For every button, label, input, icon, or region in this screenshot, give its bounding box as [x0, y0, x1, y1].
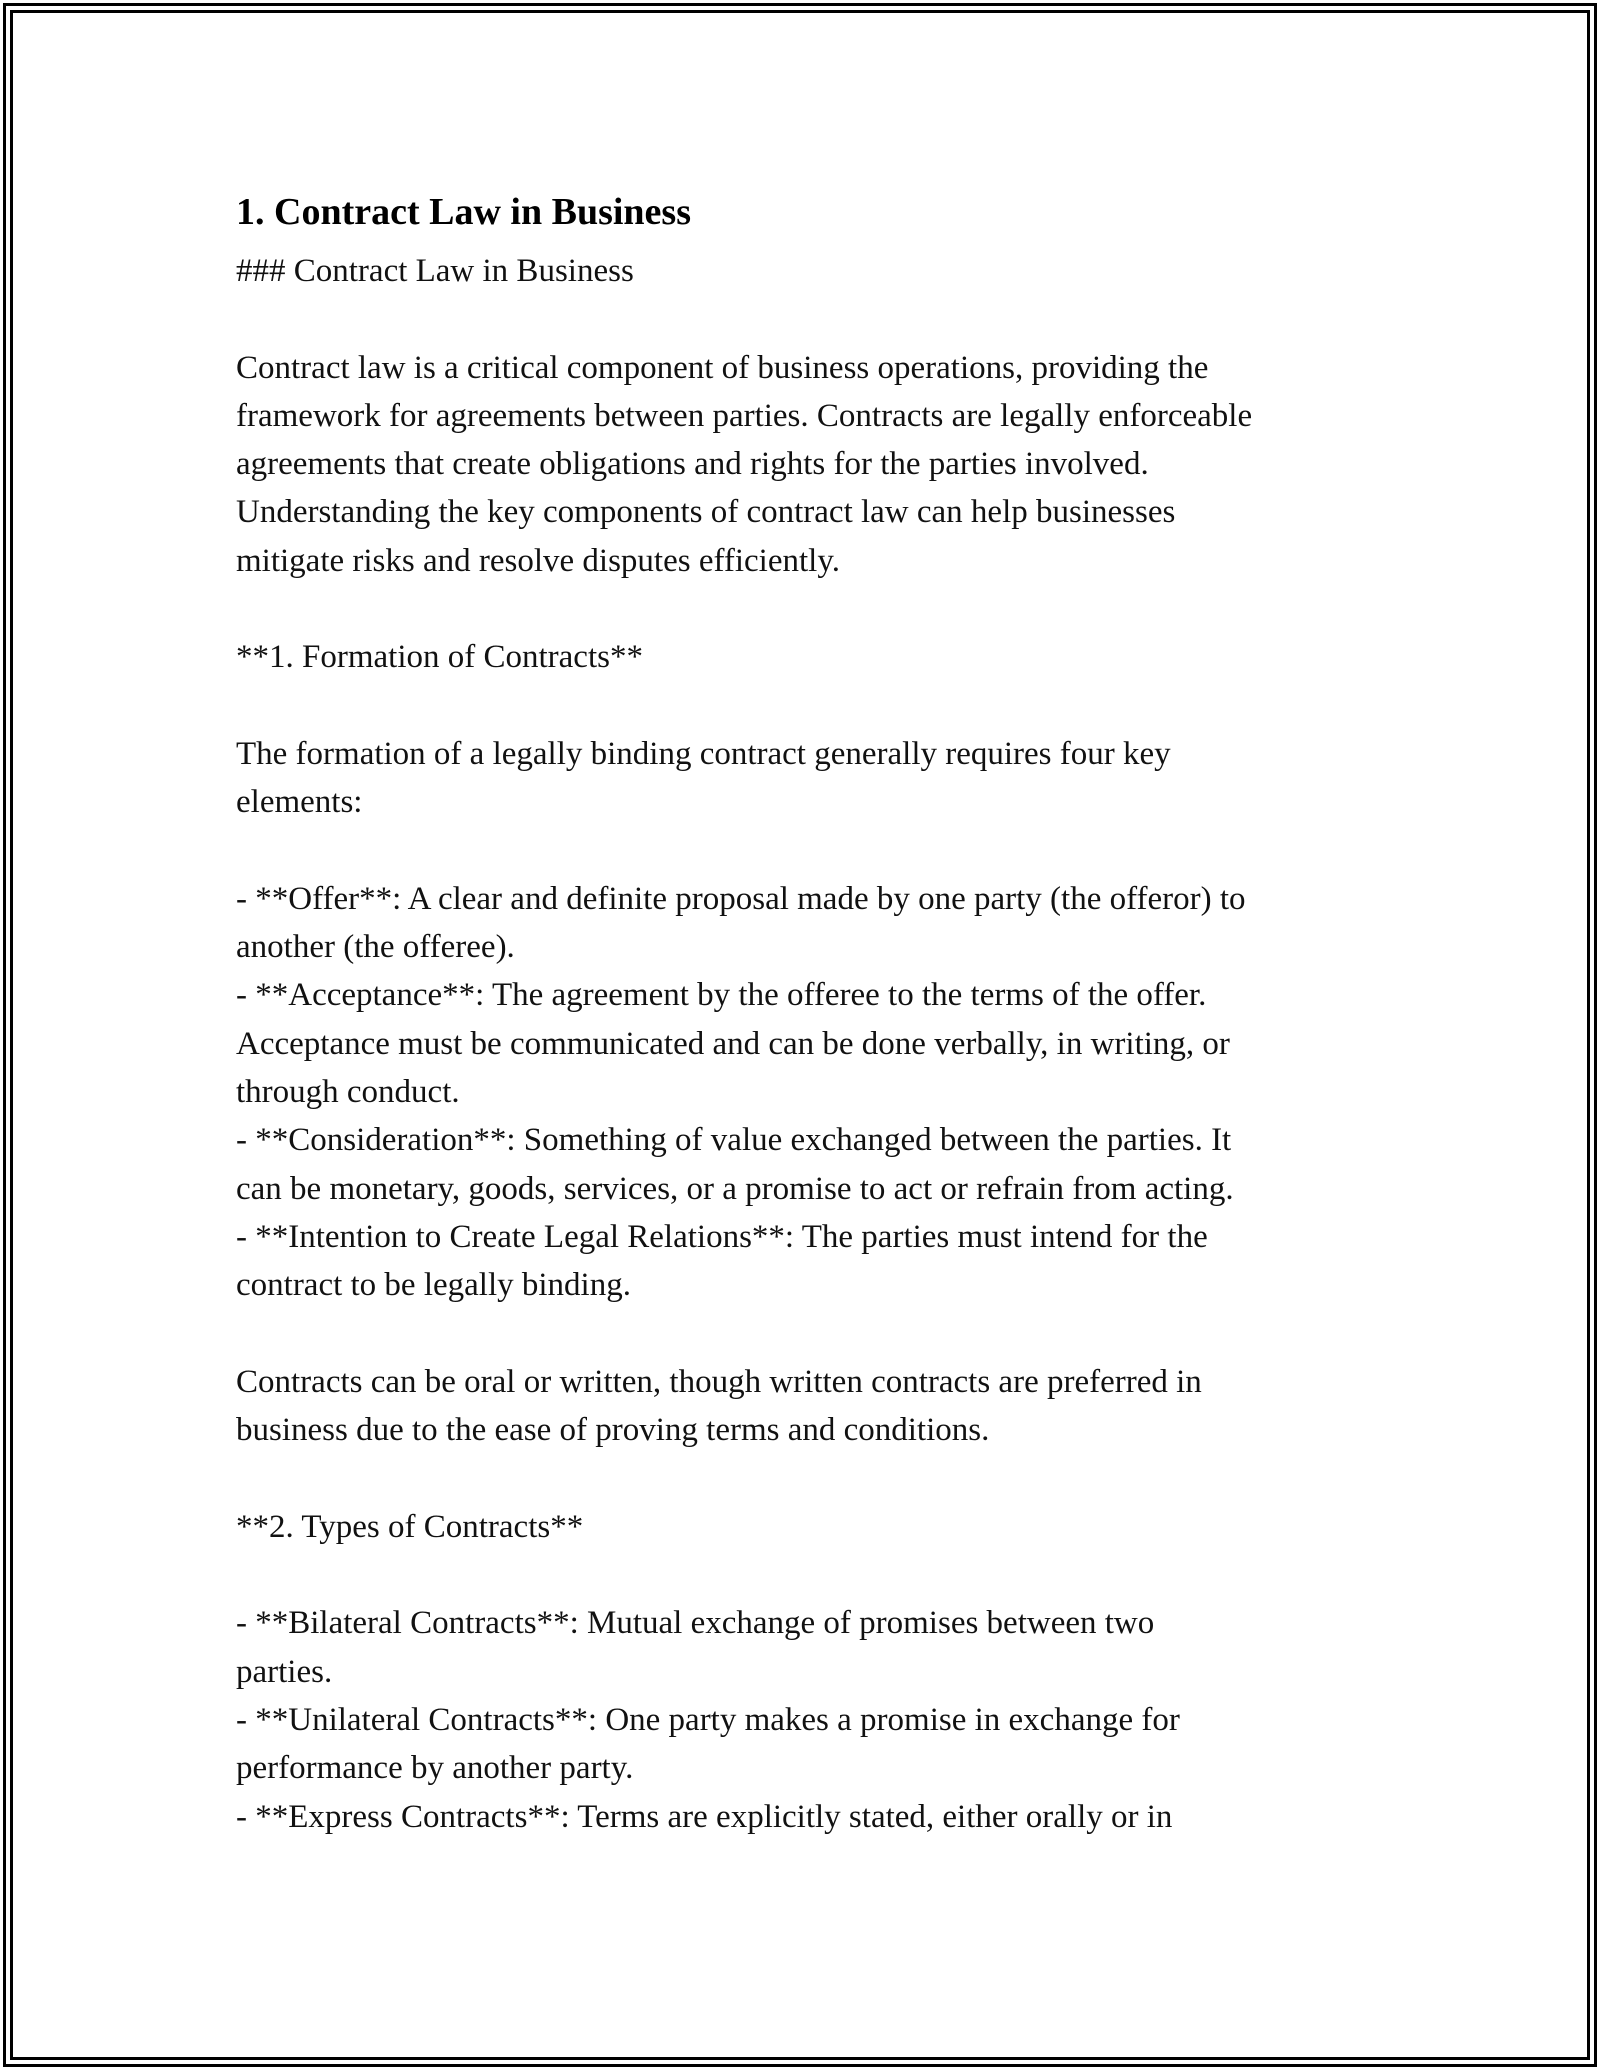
text-line: - **Consideration**: Something of value exchanged between the parties. It	[236, 1122, 1232, 1159]
text-line: mitigate risks and resolve disputes efficiently.	[236, 542, 840, 579]
text-line: The formation of a legally binding contract generally requires four key	[236, 735, 1171, 772]
document-text	[236, 247, 1396, 1841]
text-line: agreements that create obligations and rights for the parties involved.	[236, 446, 1149, 483]
text-line: Understanding the key components of contract law can help businesses	[236, 494, 1176, 531]
text-line: elements:	[236, 784, 363, 821]
blank-line	[236, 1454, 1396, 1502]
text-line: - **Acceptance**: The agreement by the offeree to the terms of the offer.	[236, 977, 1207, 1014]
blank-line	[236, 295, 1396, 343]
text-line: - **Offer**: A clear and definite proposal made by one party (the offeror) to	[236, 880, 1246, 917]
text-line: - **Intention to Create Legal Relations**: The parties must intend for the	[236, 1218, 1208, 1255]
text-line: through conduct.	[236, 1074, 460, 1111]
blank-line	[236, 1551, 1396, 1599]
text-line: performance by another party.	[236, 1750, 634, 1787]
text-line: another (the offeree).	[236, 929, 515, 966]
blank-line	[236, 1310, 1396, 1358]
document-title: 1. Contract Law in Business	[236, 191, 691, 233]
text-line: contract to be legally binding.	[236, 1267, 631, 1304]
text-line: - **Express Contracts**: Terms are explicitly stated, either orally or in	[236, 1798, 1173, 1835]
text-line: ### Contract Law in Business	[236, 253, 634, 289]
document-body	[236, 180, 1396, 1841]
text-line: Acceptance must be communicated and can be done verbally, in writing, or	[236, 1025, 1230, 1062]
blank-line	[236, 827, 1396, 875]
text-line: **1. Formation of Contracts**	[236, 639, 643, 676]
text-line: business due to the ease of proving terms and conditions.	[236, 1412, 990, 1449]
text-line: parties.	[236, 1653, 333, 1690]
text-line: **2. Types of Contracts**	[236, 1508, 584, 1545]
text-line: - **Bilateral Contracts**: Mutual exchange of promises between two	[236, 1605, 1155, 1642]
blank-line	[236, 682, 1396, 730]
text-line: can be monetary, goods, services, or a promise to act or refrain from acting.	[236, 1170, 1234, 1207]
blank-line	[236, 585, 1396, 633]
text-line: Contract law is a critical component of business operations, providing the	[236, 349, 1209, 386]
text-line: - **Unilateral Contracts**: One party makes a promise in exchange for	[236, 1701, 1180, 1738]
text-line: framework for agreements between parties. Contracts are legally enforceable	[236, 397, 1253, 434]
text-line: Contracts can be oral or written, though written contracts are preferred in	[236, 1363, 1202, 1400]
